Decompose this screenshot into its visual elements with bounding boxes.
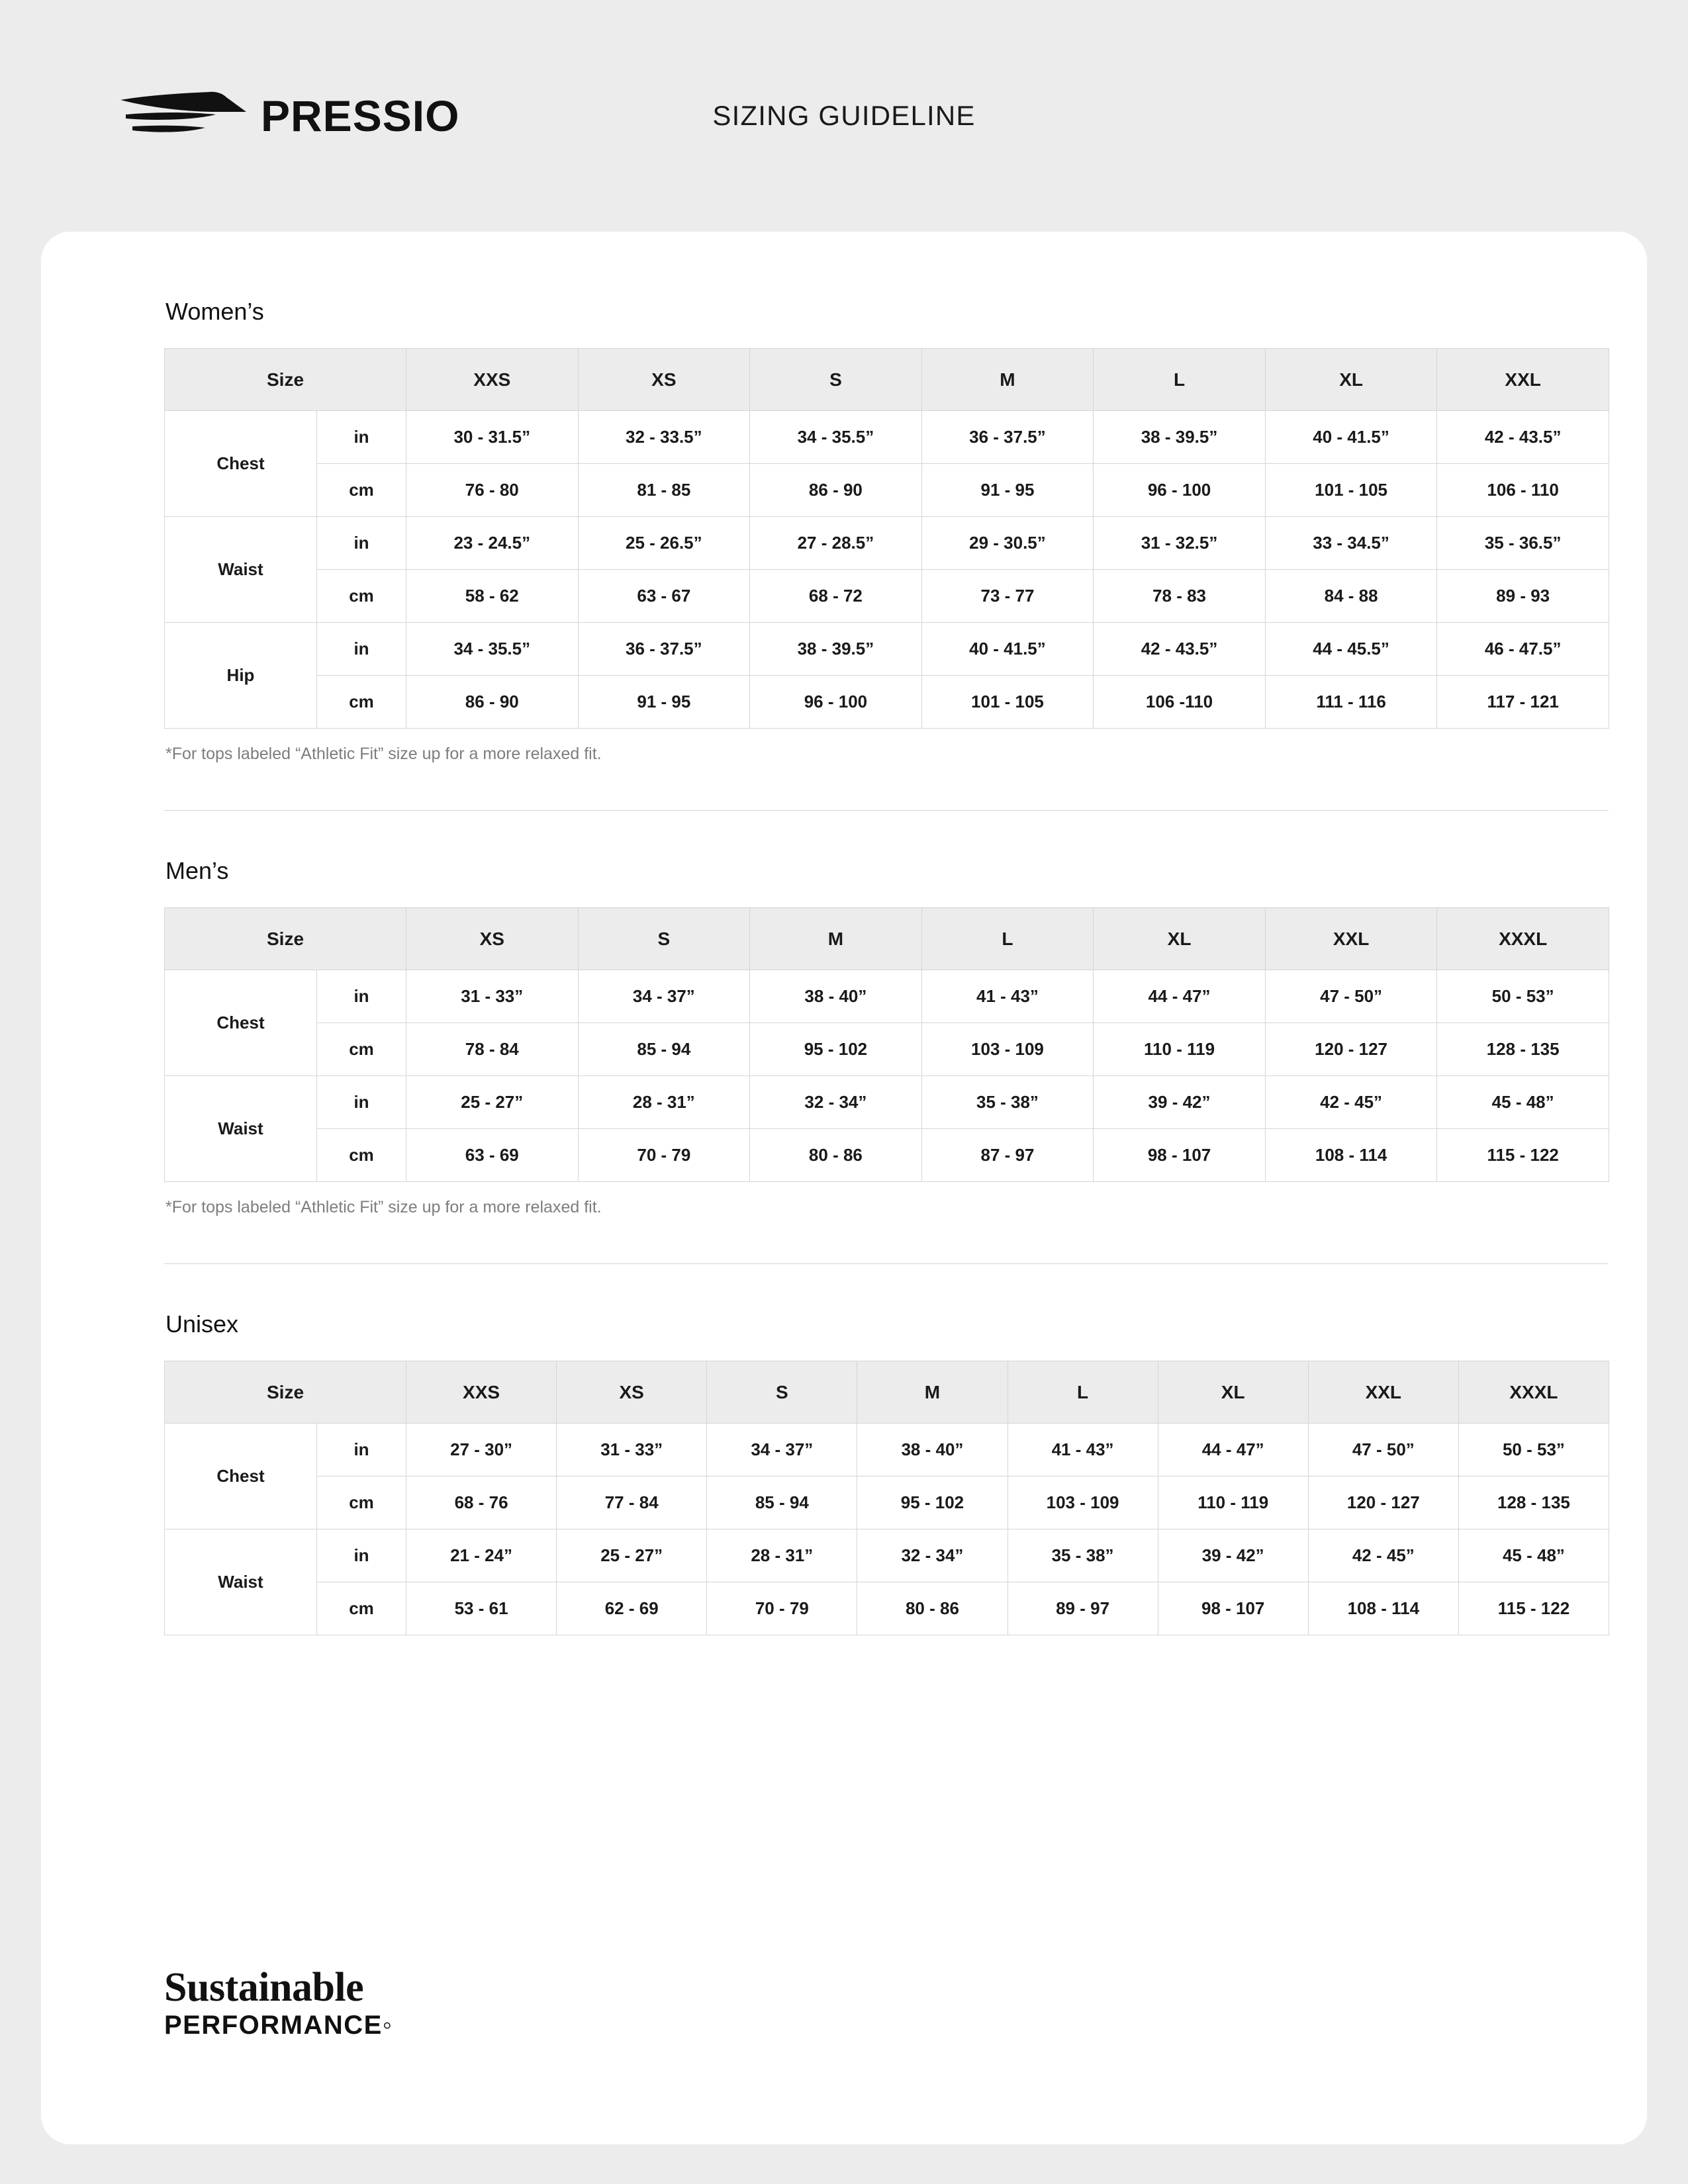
measurement-value: 32 - 34” bbox=[857, 1529, 1008, 1582]
measurement-value: 50 - 53” bbox=[1437, 970, 1609, 1023]
section-title: Women’s bbox=[165, 298, 264, 325]
measurement-label: Chest bbox=[165, 1424, 317, 1529]
measurement-value: 85 - 94 bbox=[707, 1477, 857, 1529]
measurement-value: 44 - 47” bbox=[1158, 1424, 1308, 1477]
measurement-value: 44 - 45.5” bbox=[1265, 623, 1437, 676]
size-column-header: XL bbox=[1094, 908, 1266, 970]
sizing-sections bbox=[164, 298, 1570, 1635]
measurement-value: 80 - 86 bbox=[750, 1129, 922, 1182]
unit-label: cm bbox=[317, 464, 406, 517]
table-row bbox=[165, 464, 1609, 517]
measurement-value: 120 - 127 bbox=[1265, 1023, 1437, 1076]
measurement-value: 96 - 100 bbox=[750, 676, 922, 729]
size-column-header: L bbox=[921, 908, 1094, 970]
table-row bbox=[165, 1076, 1609, 1129]
measurement-value: 78 - 84 bbox=[406, 1023, 579, 1076]
measurement-value: 78 - 83 bbox=[1094, 570, 1266, 623]
measurement-value: 95 - 102 bbox=[750, 1023, 922, 1076]
measurement-value: 86 - 90 bbox=[406, 676, 579, 729]
measurement-value: 103 - 109 bbox=[921, 1023, 1094, 1076]
measurement-value: 76 - 80 bbox=[406, 464, 579, 517]
measurement-value: 41 - 43” bbox=[1008, 1424, 1158, 1477]
measurement-value: 32 - 34” bbox=[750, 1076, 922, 1129]
measurement-value: 36 - 37.5” bbox=[578, 623, 750, 676]
measurement-value: 42 - 45” bbox=[1265, 1076, 1437, 1129]
measurement-value: 47 - 50” bbox=[1265, 970, 1437, 1023]
size-column-header: XXXL bbox=[1437, 908, 1609, 970]
measurement-value: 45 - 48” bbox=[1437, 1076, 1609, 1129]
measurement-value: 23 - 24.5” bbox=[406, 517, 579, 570]
measurement-label: Waist bbox=[165, 1529, 317, 1635]
measurement-value: 68 - 72 bbox=[750, 570, 922, 623]
table-row bbox=[165, 1129, 1609, 1182]
size-column-header: XXS bbox=[406, 349, 579, 411]
measurement-value: 128 - 135 bbox=[1437, 1023, 1609, 1076]
measurement-value: 98 - 107 bbox=[1094, 1129, 1266, 1182]
measurement-label: Hip bbox=[165, 623, 317, 729]
measurement-value: 35 - 38” bbox=[1008, 1529, 1158, 1582]
measurement-value: 68 - 76 bbox=[406, 1477, 557, 1529]
size-column-header: XXL bbox=[1437, 349, 1609, 411]
measurement-value: 25 - 27” bbox=[406, 1076, 579, 1129]
measurement-value: 77 - 84 bbox=[557, 1477, 707, 1529]
size-column-header: XXXL bbox=[1458, 1361, 1609, 1424]
unit-label: cm bbox=[317, 1023, 406, 1076]
size-column-header: XXL bbox=[1265, 908, 1437, 970]
table-row bbox=[165, 1477, 1609, 1529]
size-column-header: XS bbox=[578, 349, 750, 411]
measurement-value: 96 - 100 bbox=[1094, 464, 1266, 517]
unit-label: in bbox=[317, 411, 406, 464]
measurement-value: 87 - 97 bbox=[921, 1129, 1094, 1182]
measurement-value: 106 -110 bbox=[1094, 676, 1266, 729]
measurement-value: 25 - 26.5” bbox=[578, 517, 750, 570]
measurement-value: 46 - 47.5” bbox=[1437, 623, 1609, 676]
table-row bbox=[165, 676, 1609, 729]
measurement-value: 106 - 110 bbox=[1437, 464, 1609, 517]
unit-label: in bbox=[317, 1076, 406, 1129]
measurement-value: 38 - 40” bbox=[857, 1424, 1008, 1477]
table-header-row bbox=[165, 908, 1609, 970]
measurement-value: 35 - 36.5” bbox=[1437, 517, 1609, 570]
measurement-value: 95 - 102 bbox=[857, 1477, 1008, 1529]
measurement-value: 34 - 35.5” bbox=[406, 623, 579, 676]
table-row bbox=[165, 1582, 1609, 1635]
measurement-value: 31 - 32.5” bbox=[1094, 517, 1266, 570]
measurement-value: 110 - 119 bbox=[1094, 1023, 1266, 1076]
size-column-header: M bbox=[750, 908, 922, 970]
measurement-value: 21 - 24” bbox=[406, 1529, 557, 1582]
measurement-label: Chest bbox=[165, 970, 317, 1076]
measurement-value: 42 - 43.5” bbox=[1437, 411, 1609, 464]
size-header-label: Size bbox=[165, 1361, 406, 1424]
measurement-value: 80 - 86 bbox=[857, 1582, 1008, 1635]
measurement-label: Chest bbox=[165, 411, 317, 517]
unit-label: in bbox=[317, 623, 406, 676]
measurement-value: 120 - 127 bbox=[1308, 1477, 1458, 1529]
measurement-value: 28 - 31” bbox=[707, 1529, 857, 1582]
measurement-value: 98 - 107 bbox=[1158, 1582, 1308, 1635]
measurement-value: 33 - 34.5” bbox=[1265, 517, 1437, 570]
measurement-value: 117 - 121 bbox=[1437, 676, 1609, 729]
measurement-value: 38 - 39.5” bbox=[1094, 411, 1266, 464]
section-title: Unisex bbox=[165, 1310, 239, 1338]
size-column-header: XL bbox=[1158, 1361, 1308, 1424]
measurement-value: 47 - 50” bbox=[1308, 1424, 1458, 1477]
measurement-value: 39 - 42” bbox=[1094, 1076, 1266, 1129]
size-header-label: Size bbox=[165, 908, 406, 970]
sizing-section-womens bbox=[164, 298, 1562, 764]
page-title: SIZING GUIDELINE bbox=[712, 100, 976, 131]
measurement-value: 110 - 119 bbox=[1158, 1477, 1308, 1529]
footer-logo bbox=[164, 1967, 393, 2040]
section-divider bbox=[164, 810, 1609, 811]
measurement-value: 30 - 31.5” bbox=[406, 411, 579, 464]
size-column-header: XS bbox=[406, 908, 579, 970]
measurement-value: 29 - 30.5” bbox=[921, 517, 1094, 570]
sizing-section-unisex bbox=[164, 1310, 1570, 1635]
size-column-header: L bbox=[1008, 1361, 1158, 1424]
unit-label: cm bbox=[317, 570, 406, 623]
measurement-label: Waist bbox=[165, 1076, 317, 1182]
unit-label: cm bbox=[317, 676, 406, 729]
measurement-value: 40 - 41.5” bbox=[921, 623, 1094, 676]
unit-label: cm bbox=[317, 1582, 406, 1635]
unit-label: cm bbox=[317, 1477, 406, 1529]
measurement-value: 115 - 122 bbox=[1458, 1582, 1609, 1635]
measurement-value: 70 - 79 bbox=[578, 1129, 750, 1182]
size-table bbox=[164, 348, 1609, 729]
measurement-value: 25 - 27” bbox=[557, 1529, 707, 1582]
measurement-value: 103 - 109 bbox=[1008, 1477, 1158, 1529]
table-footnote: *For tops labeled “Athletic Fit” size up for a more relaxed fit. bbox=[165, 1198, 602, 1216]
unit-label: in bbox=[317, 1424, 406, 1477]
measurement-value: 91 - 95 bbox=[921, 464, 1094, 517]
size-column-header: XXL bbox=[1308, 1361, 1458, 1424]
measurement-value: 63 - 67 bbox=[578, 570, 750, 623]
measurement-value: 31 - 33” bbox=[557, 1424, 707, 1477]
table-footnote: *For tops labeled “Athletic Fit” size up for a more relaxed fit. bbox=[165, 745, 602, 763]
content-card bbox=[41, 232, 1647, 2144]
measurement-value: 34 - 35.5” bbox=[750, 411, 922, 464]
measurement-value: 39 - 42” bbox=[1158, 1529, 1308, 1582]
measurement-value: 63 - 69 bbox=[406, 1129, 579, 1182]
measurement-value: 89 - 93 bbox=[1437, 570, 1609, 623]
measurement-value: 101 - 105 bbox=[1265, 464, 1437, 517]
measurement-value: 28 - 31” bbox=[578, 1076, 750, 1129]
measurement-value: 27 - 30” bbox=[406, 1424, 557, 1477]
measurement-value: 35 - 38” bbox=[921, 1076, 1094, 1129]
table-header-row bbox=[165, 349, 1609, 411]
footer-logo-line2-text: PERFORMANCE bbox=[164, 2011, 383, 2040]
table-row bbox=[165, 970, 1609, 1023]
page-header bbox=[0, 0, 1688, 232]
section-title: Men’s bbox=[165, 857, 229, 884]
unit-label: in bbox=[317, 1529, 406, 1582]
table-row bbox=[165, 517, 1609, 570]
table-row bbox=[165, 570, 1609, 623]
measurement-value: 73 - 77 bbox=[921, 570, 1094, 623]
measurement-value: 84 - 88 bbox=[1265, 570, 1437, 623]
size-column-header: S bbox=[578, 908, 750, 970]
measurement-value: 108 - 114 bbox=[1265, 1129, 1437, 1182]
unit-label: in bbox=[317, 970, 406, 1023]
size-table bbox=[164, 907, 1609, 1182]
measurement-value: 42 - 45” bbox=[1308, 1529, 1458, 1582]
size-column-header: M bbox=[921, 349, 1094, 411]
measurement-value: 42 - 43.5” bbox=[1094, 623, 1266, 676]
measurement-value: 53 - 61 bbox=[406, 1582, 557, 1635]
measurement-value: 38 - 39.5” bbox=[750, 623, 922, 676]
size-column-header: L bbox=[1094, 349, 1266, 411]
unit-label: in bbox=[317, 517, 406, 570]
table-row bbox=[165, 1424, 1609, 1477]
measurement-value: 108 - 114 bbox=[1308, 1582, 1458, 1635]
measurement-value: 45 - 48” bbox=[1458, 1529, 1609, 1582]
table-row bbox=[165, 1529, 1609, 1582]
measurement-value: 91 - 95 bbox=[578, 676, 750, 729]
measurement-value: 34 - 37” bbox=[707, 1424, 857, 1477]
measurement-value: 58 - 62 bbox=[406, 570, 579, 623]
table-row bbox=[165, 1023, 1609, 1076]
measurement-value: 128 - 135 bbox=[1458, 1477, 1609, 1529]
size-header-label: Size bbox=[165, 349, 406, 411]
measurement-value: 27 - 28.5” bbox=[750, 517, 922, 570]
measurement-value: 115 - 122 bbox=[1437, 1129, 1609, 1182]
unit-label: cm bbox=[317, 1129, 406, 1182]
measurement-value: 36 - 37.5” bbox=[921, 411, 1094, 464]
registered-mark-icon: ◦ bbox=[382, 2011, 393, 2040]
size-column-header: S bbox=[707, 1361, 857, 1424]
size-column-header: M bbox=[857, 1361, 1008, 1424]
measurement-value: 44 - 47” bbox=[1094, 970, 1266, 1023]
footer-logo-line1: Sustainable bbox=[164, 1965, 364, 2010]
size-table bbox=[164, 1361, 1609, 1635]
footer-logo-line2 bbox=[164, 2011, 393, 2040]
measurement-label: Waist bbox=[165, 517, 317, 623]
size-column-header: S bbox=[750, 349, 922, 411]
measurement-value: 62 - 69 bbox=[557, 1582, 707, 1635]
table-row bbox=[165, 411, 1609, 464]
measurement-value: 41 - 43” bbox=[921, 970, 1094, 1023]
measurement-value: 89 - 97 bbox=[1008, 1582, 1158, 1635]
measurement-value: 40 - 41.5” bbox=[1265, 411, 1437, 464]
table-header-row bbox=[165, 1361, 1609, 1424]
measurement-value: 34 - 37” bbox=[578, 970, 750, 1023]
size-column-header: XS bbox=[557, 1361, 707, 1424]
measurement-value: 101 - 105 bbox=[921, 676, 1094, 729]
size-column-header: XL bbox=[1265, 349, 1437, 411]
table-row bbox=[165, 623, 1609, 676]
measurement-value: 32 - 33.5” bbox=[578, 411, 750, 464]
brand-name: PRESSIO bbox=[261, 91, 460, 140]
measurement-value: 81 - 85 bbox=[578, 464, 750, 517]
section-divider bbox=[164, 1263, 1609, 1264]
measurement-value: 70 - 79 bbox=[707, 1582, 857, 1635]
measurement-value: 50 - 53” bbox=[1458, 1424, 1609, 1477]
measurement-value: 38 - 40” bbox=[750, 970, 922, 1023]
measurement-value: 86 - 90 bbox=[750, 464, 922, 517]
measurement-value: 31 - 33” bbox=[406, 970, 579, 1023]
sizing-section-mens bbox=[164, 857, 1560, 1217]
measurement-value: 111 - 116 bbox=[1265, 676, 1437, 729]
measurement-value: 85 - 94 bbox=[578, 1023, 750, 1076]
size-column-header: XXS bbox=[406, 1361, 557, 1424]
